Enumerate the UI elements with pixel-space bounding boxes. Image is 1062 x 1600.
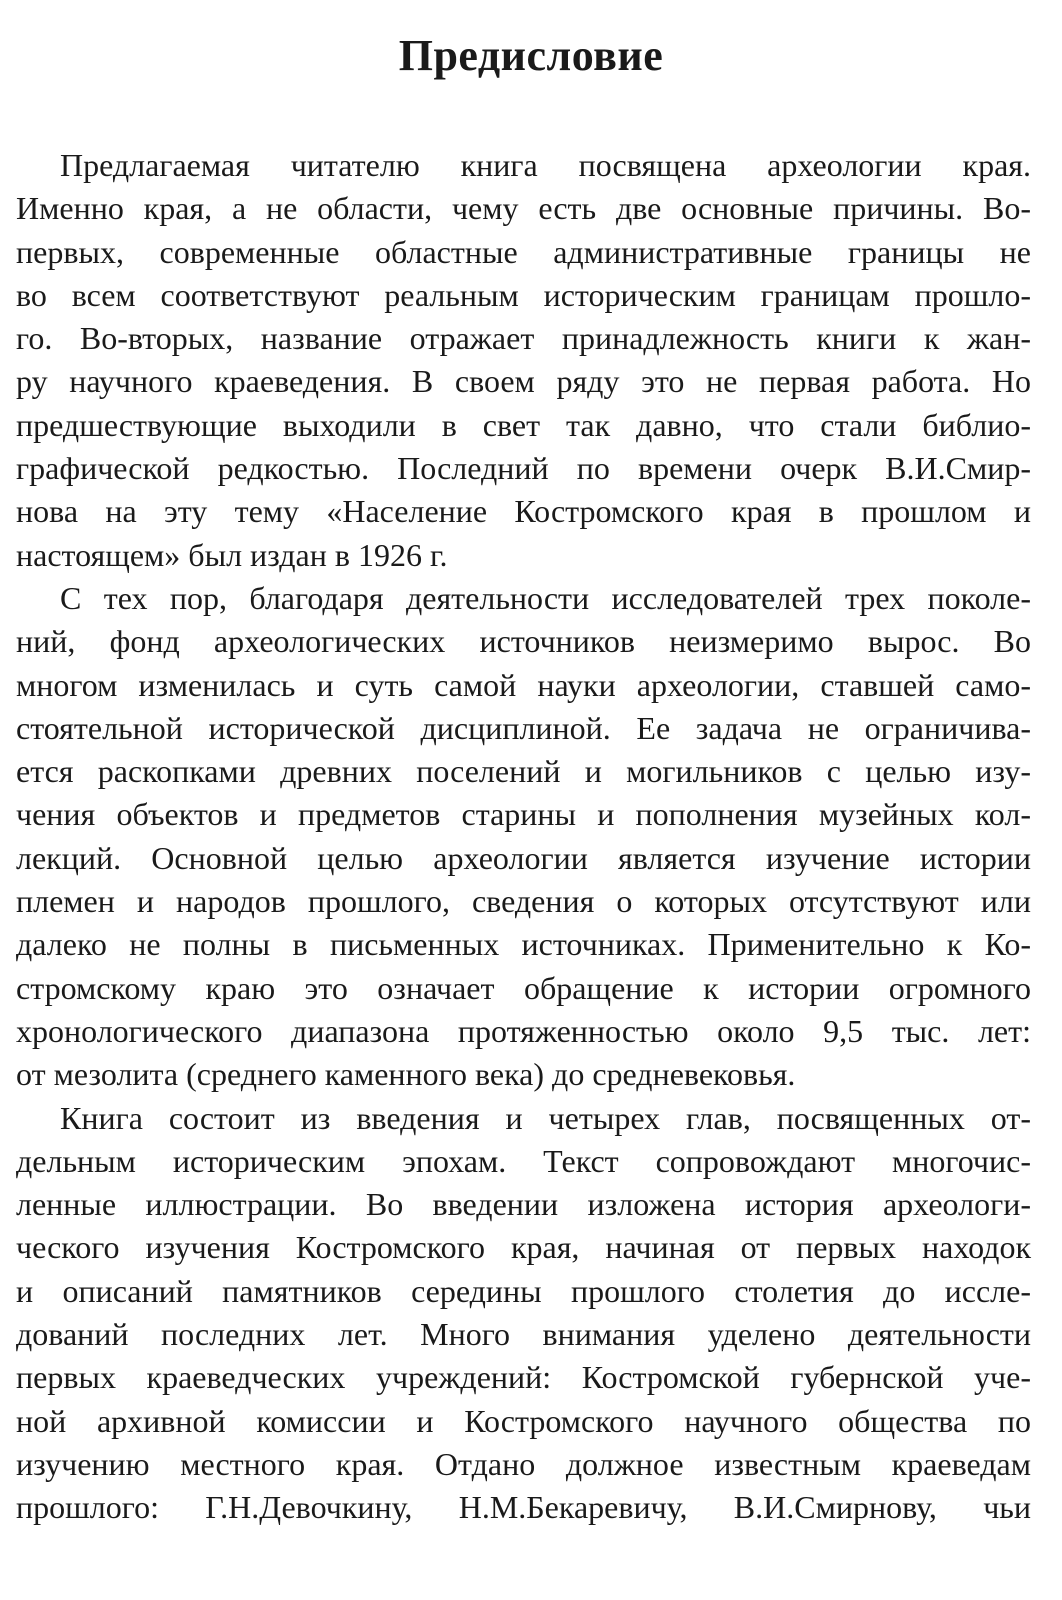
text-line: от мезолита (среднего каменного века) до средневековья. [16, 1056, 796, 1093]
text-line: дельным историческим эпохам. Текст сопровождают многочис- [16, 1142, 1031, 1179]
paragraph-3 [16, 1097, 1031, 1530]
page-title: Предисловие [398, 31, 664, 80]
text-line: С тех пор, благодаря деятельности исследователей трех поколе- [60, 579, 1031, 616]
text-line: хронологического диапазона протяженностью около 9,5 тыс. лет: [16, 1012, 1031, 1049]
text-line: племен и народов прошлого, сведения о которых отсутствуют или [16, 883, 1031, 920]
text-line: настоящем» был издан в 1926 г. [16, 536, 448, 573]
text-line: дований последних лет. Много внимания уделено деятельности [16, 1316, 1031, 1353]
paragraph-1 [16, 144, 1031, 577]
text-line: и описаний памятников середины прошлого столетия до иссле- [16, 1272, 1031, 1309]
text-line: ний, фонд археологических источников неизмеримо вырос. Во [16, 623, 1031, 660]
text-line: ленные иллюстрации. Во введении изложена история археологи- [16, 1186, 1031, 1223]
text-line: предшествующие выходили в свет так давно, что стали библио- [16, 406, 1031, 443]
text-line: многом изменилась и суть самой науки археологии, ставшей само- [16, 666, 1031, 703]
paragraph-2 [16, 577, 1031, 1097]
text-line: Именно края, а не области, чему есть две основные причины. Во- [16, 190, 1031, 227]
text-line: далеко не полны в письменных источниках. Применительно к Ко- [16, 926, 1031, 963]
text-line: ной архивной комиссии и Костромского научного общества по [16, 1402, 1031, 1439]
text-line: стромскому краю это означает обращение к истории огромного [16, 969, 1031, 1006]
text-line: ется раскопками древних поселений и могильников с целью изу- [16, 753, 1031, 790]
text-line: Книга состоит из введения и четырех глав, посвященных от- [60, 1099, 1031, 1136]
text-line: лекций. Основной целью археологии является изучение истории [16, 839, 1031, 876]
text-line: ру научного краеведения. В своем ряду это не первая работа. Но [16, 363, 1031, 400]
text-line: го. Во-вторых, название отражает принадлежность книги к жан- [16, 320, 1031, 357]
text-line: Предлагаемая читателю книга посвящена археологии края. [60, 147, 1031, 183]
text-line: во всем соответствуют реальным историческим границам прошло- [16, 276, 1031, 313]
text-line: первых, современные областные административные границы не [16, 233, 1031, 270]
text-line: ческого изучения Костромского края, начиная от первых находок [16, 1229, 1031, 1266]
text-line: первых краеведческих учреждений: Костромской губернской уче- [16, 1359, 1031, 1396]
body-text [16, 144, 1031, 1530]
text-line: изучению местного края. Отдано должное известным краеведам [16, 1445, 1031, 1482]
text-line: графической редкостью. Последний по времени очерк В.И.Смир- [16, 450, 1031, 487]
text-line: прошлого: Г.Н.Девочкину, Н.М.Бекаревичу, В.И.Смирнову, чьи [16, 1489, 1031, 1526]
text-line: чения объектов и предметов старины и пополнения музейных кол- [16, 796, 1031, 833]
text-line: стоятельной исторической дисциплиной. Ее задача не ограничива- [16, 709, 1031, 746]
text-line: нова на эту тему «Население Костромского края в прошлом и [16, 493, 1031, 530]
